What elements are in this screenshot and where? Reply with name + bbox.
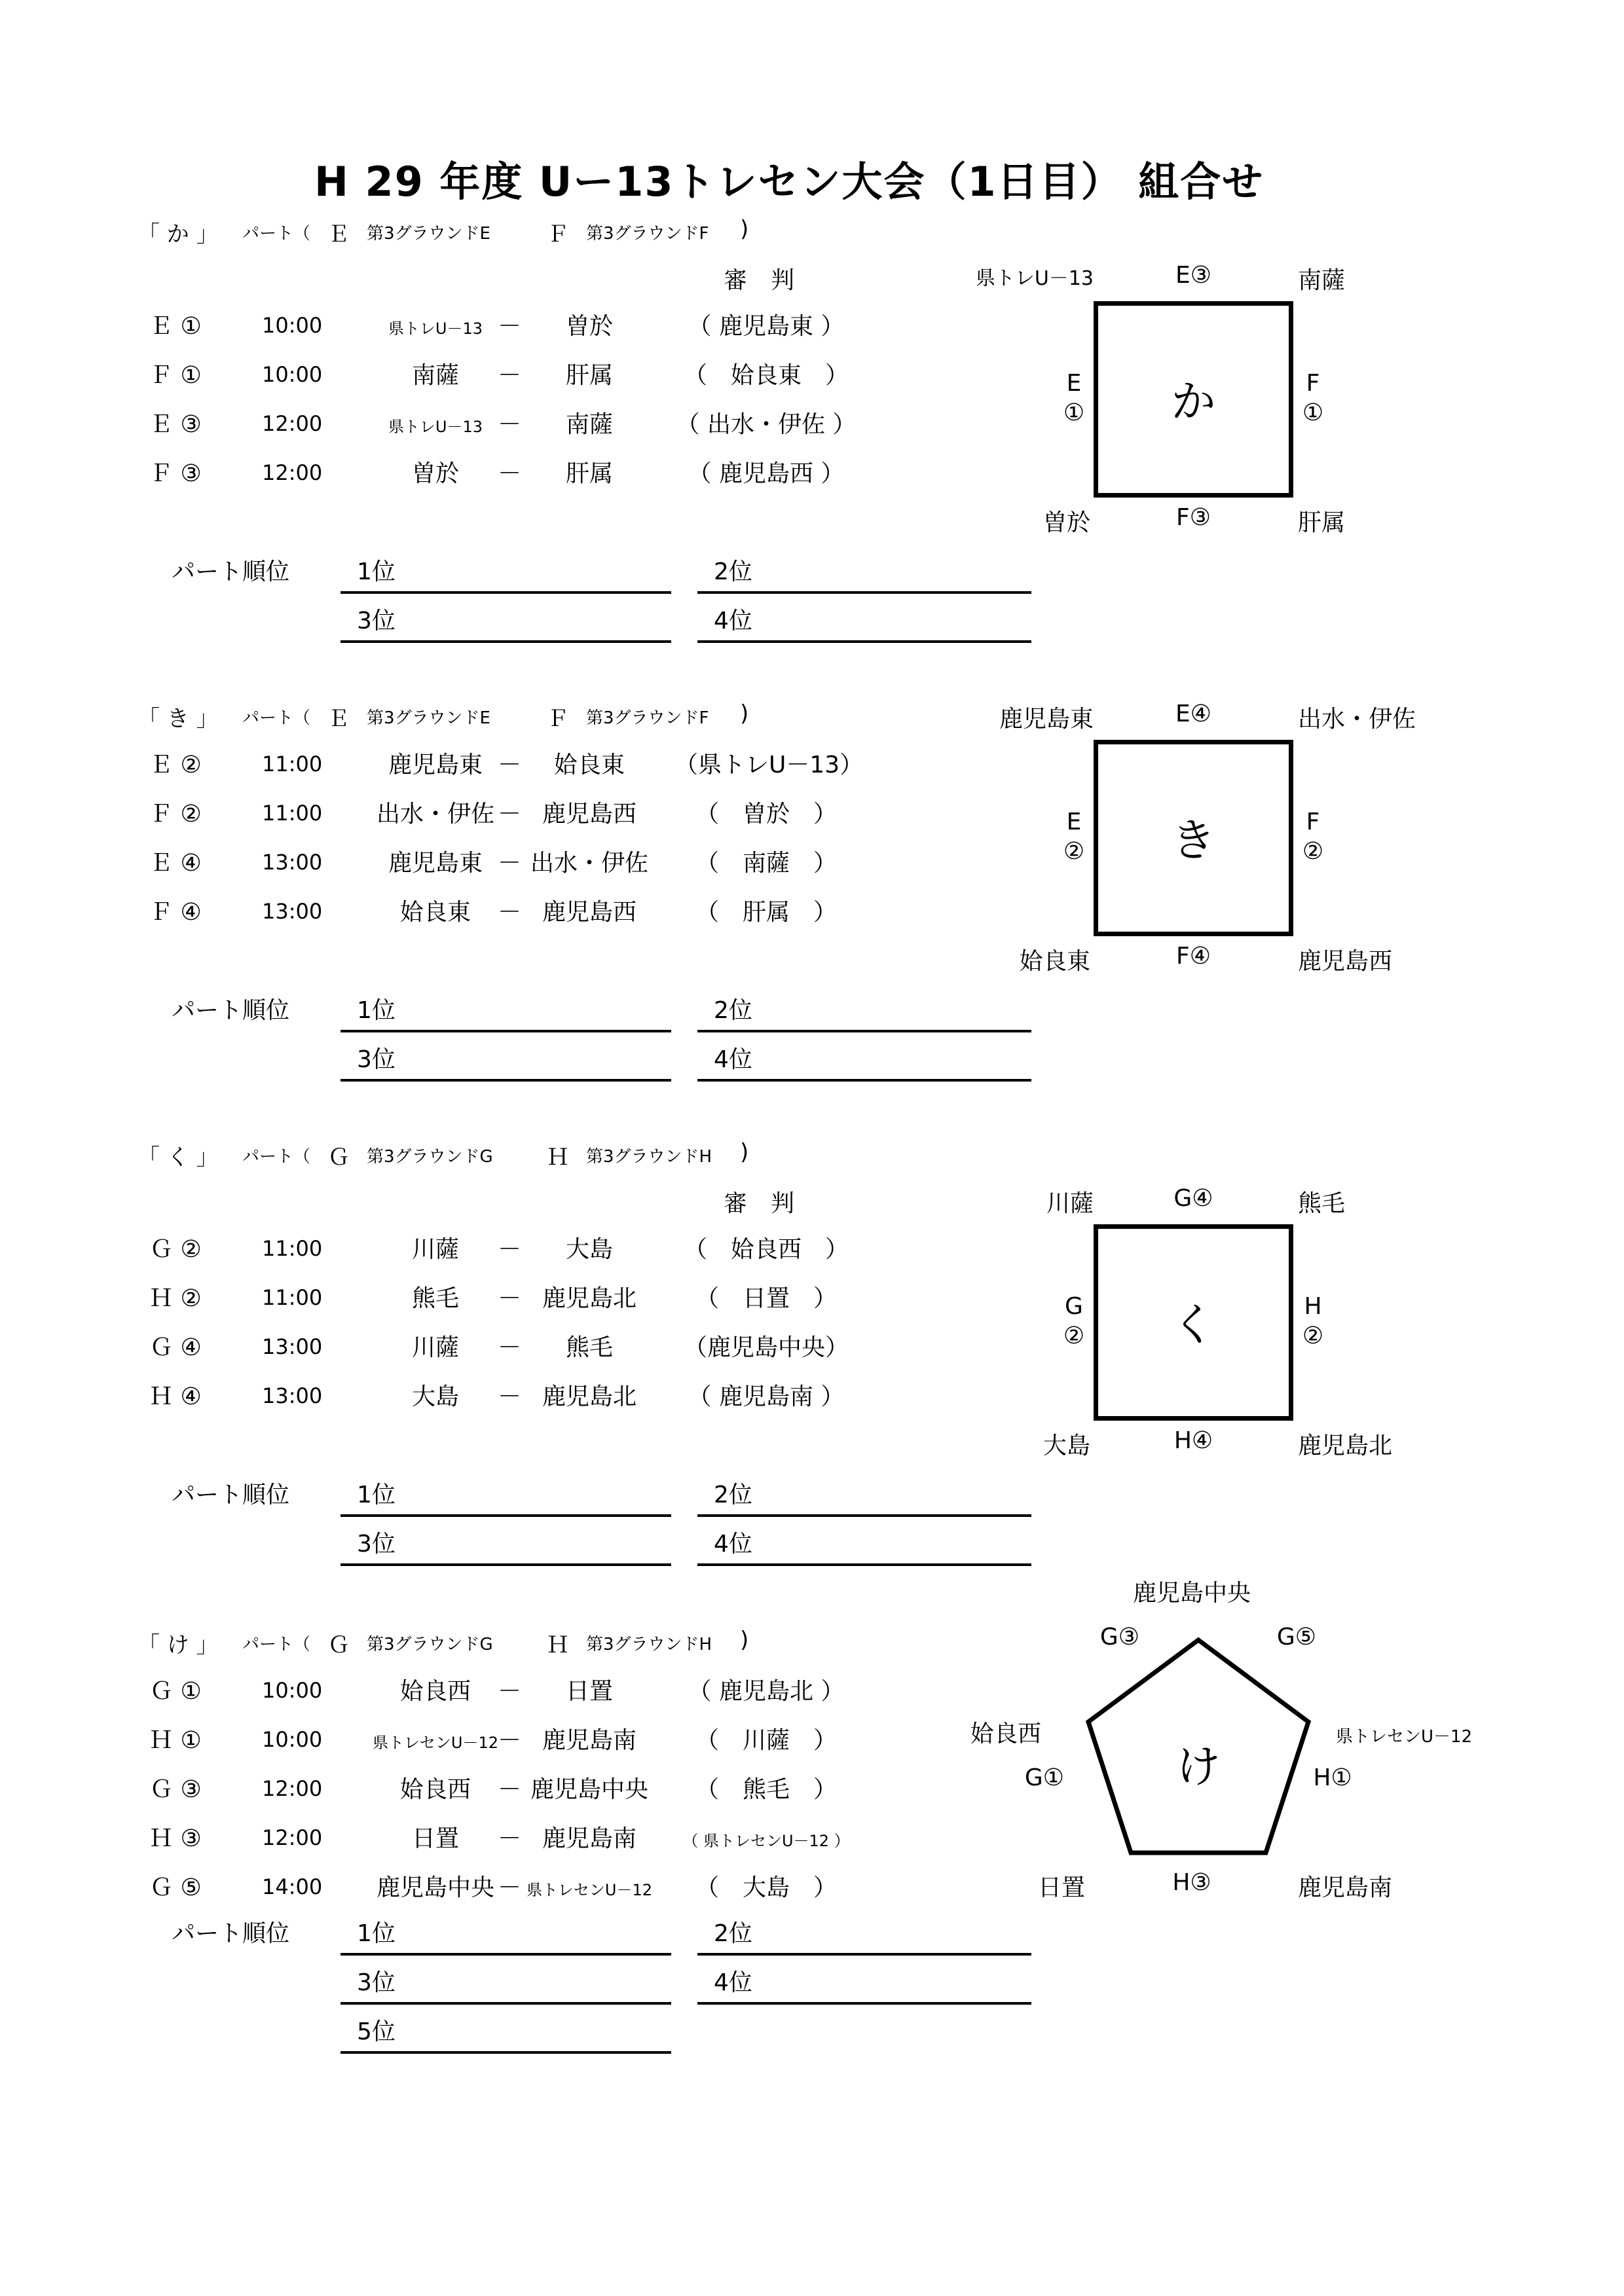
match-dash: － — [498, 1727, 522, 1754]
ground1-name: 第3グラウンドG — [367, 1635, 493, 1654]
rank-5: 5位 — [357, 2018, 396, 2045]
match-away: 鹿児島西 — [542, 899, 637, 926]
rank-1: 1位 — [357, 997, 396, 1024]
match-time: 11:00 — [262, 801, 323, 826]
match-time: 13:00 — [262, 850, 323, 875]
match-dash: － — [498, 1334, 522, 1361]
diagram-top-right: 出水・伊佐 — [1298, 706, 1416, 733]
match-dash: － — [498, 1285, 522, 1312]
match-home: 日置 — [411, 1825, 459, 1852]
match-code: Ｆ ④ — [149, 899, 202, 926]
diagram-top-right: 熊毛 — [1298, 1190, 1346, 1217]
match-away: 鹿児島北 — [542, 1285, 637, 1312]
match-away: 鹿児島南 — [542, 1727, 637, 1754]
match-dash: － — [498, 801, 522, 828]
match-referee: （ 鹿児島東 ） — [688, 313, 845, 340]
rank-line — [341, 1953, 671, 1956]
diagram-top-mid: E④ — [1175, 701, 1212, 727]
rank-line — [697, 2002, 1031, 2005]
rank-line — [341, 1079, 671, 1082]
part-name: 「 か 」 — [138, 221, 219, 247]
match-code: Ｆ ① — [149, 362, 202, 389]
match-away: 日置 — [565, 1678, 613, 1705]
match-home: 県トレセンU－12 — [372, 1734, 499, 1752]
match-away: 鹿児島中央 — [530, 1776, 648, 1803]
diagram-bottom-right: 鹿児島西 — [1298, 948, 1393, 975]
diagram-right-top: H — [1304, 1293, 1322, 1320]
rank-1: 1位 — [357, 1482, 396, 1508]
pentagon-shape — [1088, 1640, 1308, 1853]
match-time: 13:00 — [262, 1334, 323, 1359]
ranking-label: パート順位 — [172, 997, 290, 1024]
diagram-bottom-mid: F③ — [1176, 504, 1211, 531]
part-name: 「 く 」 — [138, 1144, 219, 1171]
ground2-name: 第3グラウンドH — [586, 1635, 712, 1654]
rank-4: 4位 — [714, 608, 752, 634]
match-dash: － — [498, 313, 522, 340]
match-away: 大島 — [565, 1236, 613, 1263]
match-dash: － — [498, 899, 522, 926]
diagram-top-left: 鹿児島東 — [999, 706, 1094, 733]
rank-3: 3位 — [357, 608, 396, 634]
rank-2: 2位 — [714, 1920, 752, 1947]
rank-line — [341, 591, 671, 594]
match-home: 姶良西 — [399, 1678, 471, 1705]
diagram-bottom-mid: H③ — [1172, 1869, 1211, 1896]
ranking-label: パート順位 — [172, 1920, 290, 1947]
match-home: 川薩 — [411, 1334, 459, 1361]
rank-line — [697, 1953, 1031, 1956]
match-time: 11:00 — [262, 1285, 323, 1310]
diagram-bottom-left: 日置 — [1038, 1874, 1086, 1901]
match-home: 姶良東 — [399, 899, 471, 926]
match-referee: （ 日置 ） — [695, 1285, 837, 1312]
ground2-letter: Ｈ — [547, 1632, 569, 1658]
match-time: 10:00 — [262, 1727, 323, 1752]
match-referee: （ 大島 ） — [695, 1874, 837, 1901]
rank-4: 4位 — [714, 1969, 752, 1996]
part-name: 「 き 」 — [138, 706, 219, 732]
match-time: 12:00 — [262, 1825, 323, 1850]
diagram-bottom-left: 姶良東 — [1019, 948, 1090, 975]
match-code: Ｅ ① — [149, 313, 202, 340]
match-dash: － — [498, 411, 522, 438]
diagram-bottom-right: 鹿児島南 — [1298, 1874, 1393, 1901]
ground1-name: 第3グラウンドE — [367, 708, 490, 728]
match-home: 熊毛 — [411, 1285, 459, 1312]
rank-2: 2位 — [714, 558, 752, 585]
match-code: Ｅ ② — [149, 752, 202, 778]
match-home: 大島 — [411, 1383, 459, 1410]
ranking-label: パート順位 — [172, 1482, 290, 1508]
rank-line — [697, 640, 1031, 643]
diagram-bottom-mid: F④ — [1176, 943, 1211, 970]
match-dash: － — [498, 752, 522, 778]
match-code: Ｈ ④ — [149, 1383, 202, 1410]
match-home: 鹿児島東 — [388, 850, 483, 877]
match-referee: （ 川薩 ） — [695, 1727, 837, 1754]
part-word: パート（ — [242, 1635, 311, 1654]
diagram-upper-left-mark: G③ — [1099, 1624, 1140, 1650]
match-code: Ｇ ④ — [149, 1334, 202, 1361]
match-away: 肝属 — [565, 460, 613, 487]
diagram-top: 鹿児島中央 — [1132, 1580, 1251, 1607]
match-away: 出水・伊佐 — [530, 850, 648, 877]
match-time: 12:00 — [262, 1776, 323, 1801]
match-time: 12:00 — [262, 411, 323, 436]
diagram-center: く — [1171, 1300, 1216, 1351]
match-code: Ｇ ① — [149, 1678, 202, 1705]
diagram-center: け — [1175, 1741, 1221, 1793]
ranking-label: パート順位 — [172, 558, 290, 585]
diagram-bottom-left: 曽於 — [1043, 509, 1090, 536]
match-time: 11:00 — [262, 752, 323, 776]
match-dash: － — [498, 362, 522, 389]
diagram-bottom-left: 大島 — [1043, 1432, 1090, 1459]
ground2-letter: Ｈ — [547, 1144, 569, 1171]
match-code: Ｆ ③ — [149, 460, 202, 487]
match-home: 南薩 — [411, 362, 459, 389]
match-referee: （県トレU－13） — [674, 752, 864, 778]
match-referee: （ 姶良西 ） — [683, 1236, 849, 1263]
ground1-name: 第3グラウンドG — [367, 1147, 493, 1167]
match-code: Ｈ ② — [149, 1285, 202, 1312]
diagram-left-top: G — [1065, 1293, 1083, 1320]
match-referee: （ 熊毛 ） — [695, 1776, 837, 1803]
diagram-right-bottom: ① — [1302, 399, 1324, 426]
diagram-center: き — [1171, 815, 1216, 867]
match-away: 曽於 — [565, 313, 613, 340]
match-away: 鹿児島南 — [542, 1825, 637, 1852]
diagram-right-top: F — [1306, 370, 1320, 397]
match-home: 県トレU－13 — [388, 418, 483, 436]
match-away: 鹿児島北 — [542, 1383, 637, 1410]
ground1-letter: Ｇ — [327, 1632, 350, 1658]
match-dash: － — [498, 1874, 522, 1901]
match-code: Ｈ ① — [149, 1727, 202, 1754]
part-word: パート（ — [242, 708, 311, 728]
match-dash: － — [498, 850, 522, 877]
part-word: パート（ — [242, 224, 311, 244]
rank-line — [697, 1079, 1031, 1082]
match-referee: （ 曽於 ） — [695, 801, 837, 828]
rank-line — [697, 591, 1031, 594]
rank-line — [697, 1030, 1031, 1032]
match-code: Ｇ ⑤ — [149, 1874, 202, 1901]
header-close: ) — [740, 1627, 749, 1653]
match-referee: （ 鹿児島西 ） — [688, 460, 845, 487]
diagram-left-top: E — [1066, 809, 1082, 835]
match-dash: － — [498, 1825, 522, 1852]
match-referee: （ 姶良東 ） — [683, 362, 849, 389]
match-time: 10:00 — [262, 1678, 323, 1703]
ground2-name: 第3グラウンドH — [586, 1147, 712, 1167]
diagram-right-bottom: ② — [1302, 838, 1324, 865]
match-referee: （鹿児島中央） — [683, 1334, 849, 1361]
rank-line — [341, 1514, 671, 1517]
ground1-letter: Ｇ — [327, 1144, 350, 1171]
rank-line — [697, 1514, 1031, 1517]
page-title: H 29 年度 Uー13トレセン大会（1日目） 組合せ — [314, 158, 1264, 206]
diagram-top-mid: E③ — [1175, 262, 1212, 289]
ground1-letter: Ｅ — [327, 706, 350, 732]
rank-2: 2位 — [714, 1482, 752, 1508]
match-away: 県トレセンU－12 — [526, 1881, 653, 1899]
rank-3: 3位 — [357, 1046, 396, 1073]
referee-header: 審 判 — [724, 267, 795, 294]
ground2-name: 第3グラウンドF — [586, 708, 709, 728]
match-away: 南薩 — [565, 411, 613, 438]
part-pentagon — [1061, 1630, 1336, 1872]
rank-line — [341, 640, 671, 643]
match-away: 姶良東 — [553, 752, 625, 778]
diagram-bottom-right: 鹿児島北 — [1298, 1432, 1393, 1459]
diagram-left-top: E — [1066, 370, 1082, 397]
diagram-bottom-right: 肝属 — [1298, 509, 1346, 536]
part-word: パート（ — [242, 1147, 311, 1167]
match-dash: － — [498, 1383, 522, 1410]
ground2-name: 第3グラウンドF — [586, 224, 709, 244]
rank-line — [341, 2051, 671, 2054]
match-time: 13:00 — [262, 899, 323, 924]
match-referee: （ 鹿児島南 ） — [688, 1383, 845, 1410]
match-away: 肝属 — [565, 362, 613, 389]
rank-3: 3位 — [357, 1969, 396, 1996]
match-code: Ｈ ③ — [149, 1825, 202, 1852]
match-home: 鹿児島東 — [388, 752, 483, 778]
match-time: 10:00 — [262, 362, 323, 387]
rank-line — [341, 2002, 671, 2005]
match-dash: － — [498, 1236, 522, 1263]
match-referee: （ 鹿児島北 ） — [688, 1678, 845, 1705]
match-referee: （ 出水・伊佐 ） — [676, 411, 857, 438]
ground2-letter: Ｆ — [547, 221, 569, 247]
ground2-letter: Ｆ — [547, 706, 569, 732]
match-away: 鹿児島西 — [542, 801, 637, 828]
match-time: 14:00 — [262, 1874, 323, 1899]
match-dash: － — [498, 460, 522, 487]
rank-3: 3位 — [357, 1531, 396, 1558]
diagram-left-bottom: ① — [1063, 399, 1085, 426]
diagram-right-team: 県トレセンU－12 — [1336, 1727, 1473, 1747]
diagram-top-mid: G④ — [1173, 1185, 1213, 1212]
match-dash: － — [498, 1678, 522, 1705]
diagram-top-left: 県トレU－13 — [975, 267, 1094, 290]
rank-1: 1位 — [357, 1920, 396, 1947]
diagram-left-bottom: ② — [1063, 838, 1085, 865]
referee-header: 審 判 — [724, 1190, 795, 1217]
match-code: Ｇ ③ — [149, 1776, 202, 1803]
diagram-right-bottom: ② — [1302, 1322, 1324, 1349]
match-referee: （ 県トレセンU－12 ） — [682, 1832, 850, 1850]
diagram-left-team: 姶良西 — [970, 1721, 1042, 1747]
match-code: Ｅ ③ — [149, 411, 202, 438]
header-close: ) — [740, 701, 749, 727]
match-time: 13:00 — [262, 1383, 323, 1408]
match-code: Ｆ ② — [149, 801, 202, 828]
match-referee: （ 肝属 ） — [695, 899, 837, 926]
match-home: 川薩 — [411, 1236, 459, 1263]
match-code: Ｅ ④ — [149, 850, 202, 877]
diagram-right-mark: H① — [1313, 1764, 1352, 1791]
rank-4: 4位 — [714, 1046, 752, 1073]
rank-line — [341, 1030, 671, 1032]
diagram-right-top: F — [1306, 809, 1320, 835]
diagram-left-mark: G① — [1024, 1764, 1065, 1791]
match-home: 曽於 — [411, 460, 459, 487]
diagram-center: か — [1171, 376, 1216, 428]
header-close: ) — [740, 1139, 749, 1165]
rank-line — [697, 1563, 1031, 1566]
diagram-top-left: 川薩 — [1046, 1190, 1094, 1217]
match-home: 鹿児島中央 — [376, 1874, 494, 1901]
diagram-upper-right-mark: G⑤ — [1276, 1624, 1317, 1650]
match-away: 熊毛 — [565, 1334, 613, 1361]
rank-1: 1位 — [357, 558, 396, 585]
match-time: 10:00 — [262, 313, 323, 338]
diagram-left-bottom: ② — [1063, 1322, 1085, 1349]
match-dash: － — [498, 1776, 522, 1803]
rank-2: 2位 — [714, 997, 752, 1024]
rank-4: 4位 — [714, 1531, 752, 1558]
match-home: 姶良西 — [399, 1776, 471, 1803]
ground1-letter: Ｅ — [327, 221, 350, 247]
rank-line — [341, 1563, 671, 1566]
match-home: 県トレU－13 — [388, 319, 483, 338]
match-referee: （ 南薩 ） — [695, 850, 837, 877]
ground1-name: 第3グラウンドE — [367, 224, 490, 244]
diagram-top-right: 南薩 — [1298, 267, 1346, 294]
match-time: 11:00 — [262, 1236, 323, 1261]
diagram-bottom-mid: H④ — [1173, 1427, 1213, 1454]
match-home: 出水・伊佐 — [376, 801, 494, 828]
header-close: ) — [740, 216, 749, 242]
match-code: Ｇ ② — [149, 1236, 202, 1263]
match-time: 12:00 — [262, 460, 323, 485]
part-name: 「 け 」 — [138, 1632, 219, 1658]
